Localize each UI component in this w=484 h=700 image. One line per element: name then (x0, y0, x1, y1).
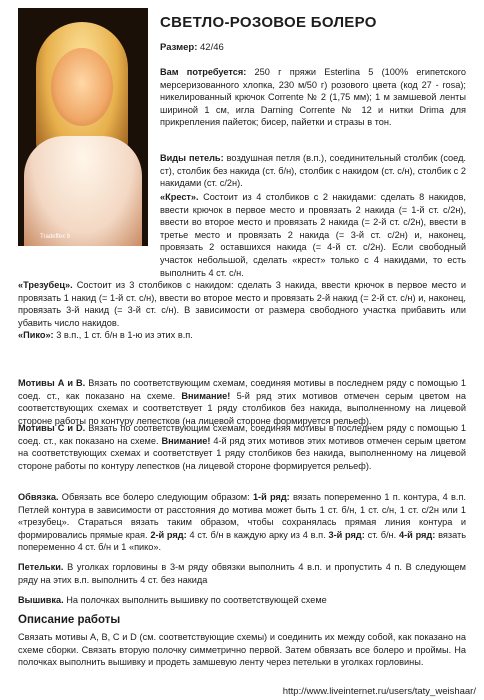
size-label: Размер: (160, 42, 198, 53)
vyshivka-text: На полочках выполнить вышивку по соответствующей схеме (66, 595, 327, 605)
stitches-text: воздушная петля (в.п.), соединительный столбик (соед. ст), столбик без накида (ст. б/н), столбик с накидом (ст. с/н), столбик с 2 накидами (ст. с/2н). (160, 153, 466, 189)
row3-label: 3-й ряд: (328, 529, 365, 540)
obvyazka-text4: ст. б/н. (367, 529, 397, 540)
petelki-label: Петельки. (18, 562, 64, 572)
work-paragraph (18, 631, 466, 669)
motif-ab-text1: Вязать по соответствующим схемам, соединяя мотивы в последнем ряду с помощью 1 соед. ст., как показано на схеме. (18, 378, 466, 401)
obvyazka-paragraph (18, 491, 466, 554)
obvyazka-text3: 4 ст. б/н в каждую арку из 4 в.п. (189, 529, 326, 540)
obvyazka-text5: вязать попеременно 4 ст. б/н и 1 «пико». (18, 529, 466, 553)
attention-ab: Внимание! (181, 390, 231, 401)
motif-cd-label: Мотивы С и D. (18, 423, 86, 433)
petelki-text: В уголках горловины в 3-м ряду обвязки выполнить 4 в.п. и пропустить 4 п. В следующем ряду на этих в.п. выполнить 4 ст. без накида (18, 562, 466, 585)
attention-cd: Внимание! (161, 435, 211, 446)
work-text: Связать мотивы А, В, С и D (см. соответствующие схемы) и соединить их между собой, как показано на схеме сборки. Связать вторую полочку симметрично первой. Затем обвязать все болеро и проймы. На полочках выполнить вышивку и продеть замшевую ленту через петельки в уголках горловины. (18, 632, 466, 668)
materials-label: Вам потребуется: (160, 67, 247, 77)
krest-paragraph (160, 191, 466, 279)
obvyazka-text1: Обвязать все болеро следующим образом: (61, 492, 250, 502)
stitches-label: Виды петель: (160, 153, 224, 163)
motif-cd-text1: Вязать по соответствующим схемам, соединяя мотивы в последнем ряду с помощью 1 соед. ст., как показано на схеме. (18, 423, 466, 446)
krest-text: Состоит из 4 столбиков с 2 накидами: сделать 8 накидов, ввести крючок в первое место и провязать 2 накида (= 1-й ст. с/2н), ввести во второе место и провязать 2 накида (= 2-й ст. с/2н), ввести в третье место и провязать 2 накида (= 3-й ст. с/2н) и, наконец, провязать 2 оставшихся накида (= 4-й ст. с/2н). Если свободный участок небольшой, сделать «крест» только с 4 накидами, то есть выполнить 4 ст. с/н. (160, 192, 466, 278)
materials-text: 250 г пряжи Esterlina 5 (100% египетского мерсеризованного хлопка, 230 м/50 г) розового цвета (код 27 - rosa); никелированный крючок Corrente № 2 (1,75 мм); 1 м замшевой ленты шириной 1 см, игла Darning Corrente № 12 и нитки Drima для прикрепления пайеток; бисер, пайетки и стразы в тон. (160, 67, 466, 128)
petelki-paragraph (18, 561, 466, 586)
piko-label: «Пико»: (18, 330, 54, 341)
work-heading: Описание работы (18, 614, 121, 626)
page-title: СВЕТЛО-РОЗОВОЕ БОЛЕРО (160, 14, 377, 31)
krest-label: «Крест». (160, 192, 199, 202)
vyshivka-label: Вышивка. (18, 595, 64, 605)
special-stitches (18, 191, 466, 279)
motif-ab-paragraph (18, 377, 466, 427)
vyshivka-paragraph (18, 594, 466, 607)
size-value: 42/46 (200, 42, 224, 53)
materials-paragraph (160, 66, 466, 129)
stitches-paragraph (160, 152, 466, 190)
piko-text: 3 в.п., 1 ст. б/н в 1-ю из этих в.п. (56, 330, 193, 341)
motif-cd-text2: 4-й ряд этих мотивов этих мотивов отмечен серым цветом на соответствующих схемах и соответствует 1 ряду столбиков без накида, выполненному на лицевой стороне работы по контуру лепестков (на лицевой стороне формируется рельеф). (18, 435, 466, 471)
size-line (160, 42, 224, 53)
motif-cd-paragraph (18, 422, 466, 472)
photo-caption: Tradeffex 9 (40, 234, 71, 240)
row1-label: 1-й ряд: (252, 492, 290, 502)
motif-ab-text2: 5-й ряд этих мотивов отмечен серым цветом на соответствующих схемах и соответствует 1 ряду столбиков без накида, выполненному на лицевой стороне работы по контуру лепестков (на лицевой стороне формируется рельеф). (18, 390, 466, 426)
trezubets-label: «Трезубец». (18, 280, 73, 290)
row4-label: 4-й ряд: (398, 529, 436, 540)
motif-ab-label: Мотивы А и В. (18, 378, 86, 388)
source-url[interactable]: http://www.liveinternet.ru/users/taty_weishaar/ (282, 686, 476, 697)
trezubets-text: Состоит из 3 столбиков с накидом: сделать 3 накида, ввести крючок в первое место и провязать 1 накид (= 1-й ст. с/н), ввести во второе место и провязать 2-й накид (= 2-й ст. с/н) и, наконец, провязать 3-й накид (= 3-й ст. с/н). В зависимости от размера свободного участка прибавить или убавить число накидов. (18, 280, 466, 328)
row2-label: 2-й ряд: (150, 529, 187, 540)
trezubets-paragraph (18, 279, 466, 342)
photo-face (51, 48, 113, 126)
obvyazka-label: Обвязка. (18, 492, 59, 502)
obvyazka-text2: вязать попеременно 1 п. контура, 4 в.п. Петлей контура в зависимости от расстояния до мотива может быть 1 ст. б/н, 1 ст. с/н, 1 ст. с/2н или 1 «трезубец». Стараться вязать таким образом, чтобы сохранялась прямая линия контура и формировались прямые края. (18, 492, 466, 540)
